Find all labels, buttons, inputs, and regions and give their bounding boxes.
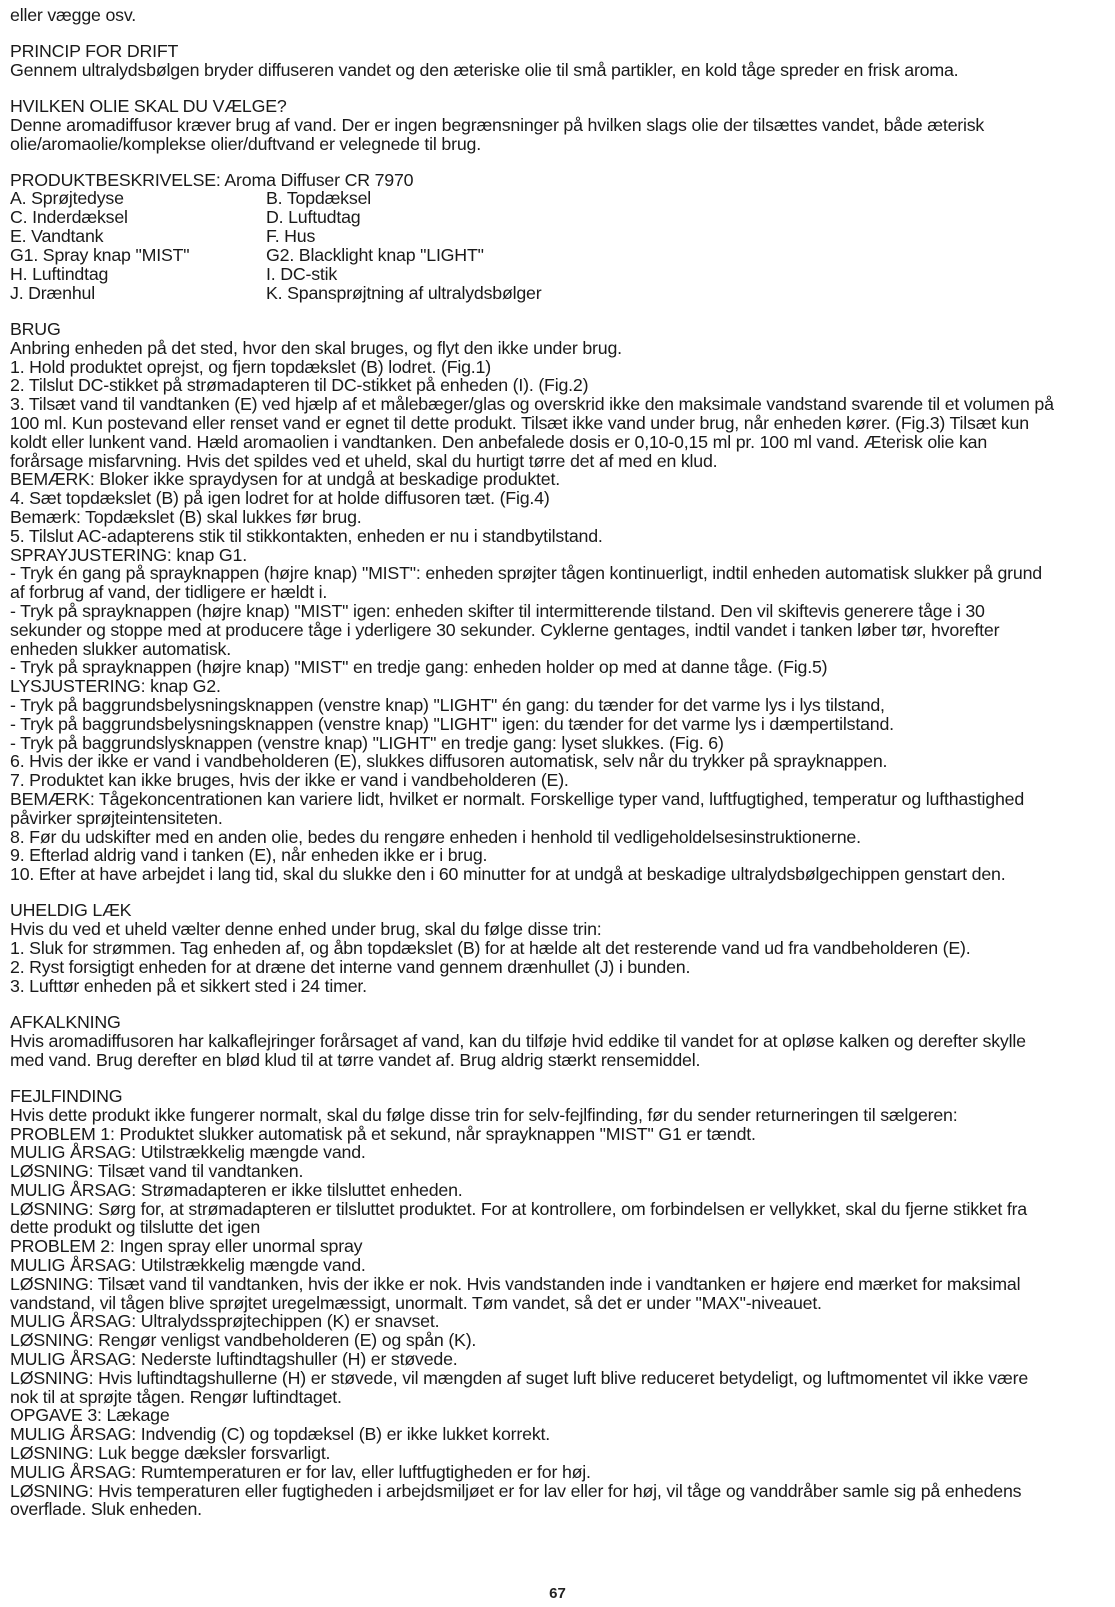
parts-row (10, 284, 1105, 303)
troubleshooting-line: LØSNING: Tilsæt vand til vandtanken. (10, 1161, 304, 1182)
leak-heading: UHELDIG LÆK (10, 899, 132, 920)
usage-line: 5. Tilslut AC-adapterens stik til stikkontakten, enheden er nu i standbytilstand. (10, 525, 603, 546)
troubleshooting-line: MULIG ÅRSAG: Utilstrækkelig mængde vand. (10, 1142, 366, 1163)
descale-heading: AFKALKNING (10, 1011, 121, 1032)
oil-section (10, 97, 1105, 154)
usage-line: BEMÆRK: Tågekoncentrationen kan variere lidt, hvilket er normalt. Forskellige typer vand, luftfugtighed, temperatur og lufthastighed (10, 788, 1025, 809)
part-label: J. Drænhul (10, 283, 95, 303)
troubleshooting-line: LØSNING: Hvis temperaturen eller fugtigheden i arbejdsmiljøet er for lav eller for høj, vil tåge og vanddråber samle sig på enhedens (10, 1480, 1022, 1501)
part-label: K. Spansprøjtning af ultralydsbølger (266, 283, 542, 303)
troubleshooting-line: LØSNING: Luk begge dæksler forsvarligt. (10, 1443, 331, 1464)
descale-section (10, 1013, 1105, 1070)
troubleshooting-line: vandstand, vil tågen blive sprøjtet uregelmæssigt, unormalt. Tøm vandet, så det er under "MAX"-niveauet. (10, 1292, 822, 1313)
usage-line: - Tryk på baggrundslysknappen (venstre knap) "LIGHT" en tredje gang: lyset slukkes. (Fig. 6) (10, 732, 724, 753)
usage-line: BEMÆRK: Bloker ikke spraydysen for at undgå at beskadige produktet. (10, 469, 560, 490)
usage-line: 2. Tilslut DC-stikket på strømadapteren til DC-stikket på enheden (I). (Fig.2) (10, 375, 589, 396)
usage-line: 8. Før du udskifter med en anden olie, bedes du rengøre enheden i henhold til vedligeholdelsesinstruktionerne. (10, 826, 861, 847)
usage-line: LYSJUSTERING: knap G2. (10, 676, 221, 697)
troubleshooting-line: dette produkt og tilslutte det igen (10, 1217, 261, 1238)
troubleshooting-line: MULIG ÅRSAG: Rumtemperaturen er for lav, eller luftfugtigheden er for høj. (10, 1461, 591, 1482)
part-label: F. Hus (266, 226, 316, 246)
usage-line: - Tryk på baggrundsbelysningsknappen (venstre knap) "LIGHT" igen: du tænder for det varme lys i dæmpertilstand. (10, 713, 894, 734)
usage-line: 1. Hold produktet oprejst, og fjern topdækslet (B) lodret. (Fig.1) (10, 356, 491, 377)
troubleshooting-line: MULIG ÅRSAG: Nederste luftindtagshuller (H) er støvede. (10, 1349, 458, 1370)
parts-row (10, 227, 1105, 246)
descale-line: Hvis aromadiffusoren har kalkaflejringer forårsaget af vand, kan du tilføje hvid eddike til vandet for at opløse kalken og derefter skylle (10, 1030, 1026, 1051)
part-label: E. Vandtank (10, 226, 104, 246)
usage-section (10, 320, 1105, 884)
troubleshooting-line: LØSNING: Tilsæt vand til vandtanken, hvis der ikke er nok. Hvis vandstanden inde i vandtanken er højere end mærket for maksimal (10, 1273, 1021, 1294)
troubleshooting-line: MULIG ÅRSAG: Ultralydssprøjtechippen (K) er snavset. (10, 1311, 440, 1332)
usage-line: - Tryk én gang på sprayknappen (højre knap) "MIST": enheden sprøjter tågen kontinuerligt, indtil enheden automatisk slukker på grund (10, 563, 1042, 584)
usage-line: sekunder og stoppe med at producere tåge i yderligere 30 sekunder. Cyklerne gentages, indtil vandet i tanken løber tør, hvorefter (10, 619, 1000, 640)
usage-line: 4. Sæt topdækslet (B) på igen lodret for at holde diffusoren tæt. (Fig.4) (10, 488, 550, 509)
troubleshooting-line: LØSNING: Sørg for, at strømadapteren er tilsluttet produktet. For at kontrollere, om forbindelsen er vellykket, skal du fjerne stikket fra (10, 1198, 1027, 1219)
usage-line: forårsage misfarvning. Hvis det spildes ved et uheld, skal du hurtigt tørre det af med en klud. (10, 450, 718, 471)
usage-line: 7. Produktet kan ikke bruges, hvis der ikke er vand i vandbeholderen (E). (10, 770, 569, 791)
intro-section (10, 6, 1105, 25)
leak-line: 3. Lufttør enheden på et sikkert sted i 24 timer. (10, 975, 367, 996)
oil-heading: HVILKEN OLIE SKAL DU VÆLGE? (10, 96, 287, 116)
usage-line: SPRAYJUSTERING: knap G1. (10, 544, 247, 565)
usage-line: påvirker sprøjteintensiteten. (10, 807, 223, 828)
usage-line: 10. Efter at have arbejdet i lang tid, skal du slukke den i 60 minutter for at undgå at beskadige ultralydsbølgechippen genstart den. (10, 864, 1006, 885)
parts-row (10, 246, 1105, 265)
troubleshooting-line: PROBLEM 1: Produktet slukker automatisk på et sekund, når sprayknappen "MIST" G1 er tændt. (10, 1123, 756, 1144)
usage-line: - Tryk på sprayknappen (højre knap) "MIST" igen: enheden skifter til intermitterende tilstand. Den vil skiftevis generere tåge i 30 (10, 600, 985, 621)
part-label: D. Luftudtag (266, 207, 361, 227)
part-label: G1. Spray knap "MIST" (10, 245, 190, 265)
intro-text: eller vægge osv. (10, 5, 136, 25)
descale-line: med vand. Brug derefter en blød klud til at tørre vandet af. Brug aldrig stærkt rensemiddel. (10, 1049, 701, 1070)
usage-line: 9. Efterlad aldrig vand i tanken (E), når enheden ikke er i brug. (10, 845, 488, 866)
part-label: B. Topdæksel (266, 188, 372, 208)
principle-section (10, 42, 1105, 80)
parts-list (10, 189, 1105, 303)
troubleshooting-line: LØSNING: Hvis luftindtagshullerne (H) er støvede, vil mængden af suget luft blive reduceret betydeligt, og luftmomentet vil ikke være (10, 1367, 1029, 1388)
usage-line: af forbrug af vand, der tidligere er hældt i. (10, 582, 328, 603)
part-label: I. DC-stik (266, 264, 338, 284)
usage-line: 3. Tilsæt vand til vandtanken (E) ved hjælp af et målebæger/glas og overskrid ikke den maksimale vandstand svarende til et volumen på (10, 394, 1054, 415)
troubleshooting-line: nok til at sprøjte tågen. Rengør luftindtaget. (10, 1386, 342, 1407)
leak-line: 2. Ryst forsigtigt enheden for at dræne det interne vand gennem drænhullet (J) i bunden. (10, 956, 691, 977)
parts-row (10, 265, 1105, 284)
leak-line: Hvis du ved et uheld vælter denne enhed under brug, skal du følge disse trin: (10, 918, 602, 939)
usage-line: 6. Hvis der ikke er vand i vandbeholderen (E), slukkes diffusoren automatisk, selv når du trykker på sprayknappen. (10, 751, 888, 772)
part-label: C. Inderdæksel (10, 207, 128, 227)
part-label: G2. Blacklight knap "LIGHT" (266, 245, 484, 265)
usage-line: - Tryk på baggrundsbelysningsknappen (venstre knap) "LIGHT" én gang: du tænder for det varme lys i lys tilstand, (10, 694, 885, 715)
troubleshooting-line: MULIG ÅRSAG: Strømadapteren er ikke tilsluttet enheden. (10, 1179, 463, 1200)
parts-row (10, 208, 1105, 227)
document-page (10, 6, 1105, 1519)
troubleshooting-line: PROBLEM 2: Ingen spray eller unormal spray (10, 1236, 363, 1257)
usage-line: enheden slukker automatisk. (10, 638, 231, 659)
product-section (10, 171, 1105, 303)
page-number: 67 (549, 1585, 566, 1602)
usage-line: Bemærk: Topdækslet (B) skal lukkes før brug. (10, 506, 362, 527)
principle-text: Gennem ultralydsbølgen bryder diffuseren vandet og den æteriske olie til små partikler, en kold tåge spreder en frisk aroma. (10, 60, 959, 80)
usage-line: 100 ml. Kun postevand eller renset vand er egnet til dette produkt. Tilsæt ikke vand under brug, når enheden kører. (Fig.3) Tilsæt kun (10, 412, 1029, 433)
parts-row (10, 189, 1105, 208)
part-label: H. Luftindtag (10, 264, 109, 284)
usage-line: Anbring enheden på det sted, hvor den skal bruges, og flyt den ikke under brug. (10, 337, 622, 358)
troubleshooting-line: MULIG ÅRSAG: Utilstrækkelig mængde vand. (10, 1255, 366, 1276)
troubleshooting-heading: FEJLFINDING (10, 1085, 123, 1106)
usage-heading: BRUG (10, 319, 61, 339)
usage-line: koldt eller lunkent vand. Hæld aromaolien i vandtanken. Den anbefalede dosis er 0,10-0,15 ml pr. 100 ml vand. Æterisk olie kan (10, 431, 988, 452)
oil-text: olie/aromaolie/komplekse olier/duftvand er velegnede til brug. (10, 134, 481, 154)
leak-line: 1. Sluk for strømmen. Tag enheden af, og åbn topdækslet (B) for at hælde alt det resterende vand ud fra vandbeholderen (E). (10, 937, 971, 958)
oil-text: Denne aromadiffusor kræver brug af vand. Der er ingen begrænsninger på hvilken slags olie der tilsættes vandet, både æterisk (10, 115, 985, 135)
troubleshooting-line: Hvis dette produkt ikke fungerer normalt, skal du følge disse trin for selv-fejlfinding, før du sender returneringen til sælgeren: (10, 1104, 958, 1125)
part-label: A. Sprøjtedyse (10, 188, 124, 208)
principle-heading: PRINCIP FOR DRIFT (10, 41, 179, 61)
troubleshooting-line: MULIG ÅRSAG: Indvendig (C) og topdæksel (B) er ikke lukket korrekt. (10, 1424, 550, 1445)
usage-line: - Tryk på sprayknappen (højre knap) "MIST" en tredje gang: enheden holder op med at danne tåge. (Fig.5) (10, 657, 828, 678)
troubleshooting-line: LØSNING: Rengør venligst vandbeholderen (E) og spån (K). (10, 1330, 477, 1351)
product-heading: PRODUKTBESKRIVELSE: Aroma Diffuser CR 7970 (10, 170, 414, 190)
troubleshooting-section (10, 1087, 1105, 1519)
troubleshooting-line: OPGAVE 3: Lækage (10, 1405, 170, 1426)
troubleshooting-line: overflade. Sluk enheden. (10, 1499, 202, 1520)
leak-section (10, 901, 1105, 996)
